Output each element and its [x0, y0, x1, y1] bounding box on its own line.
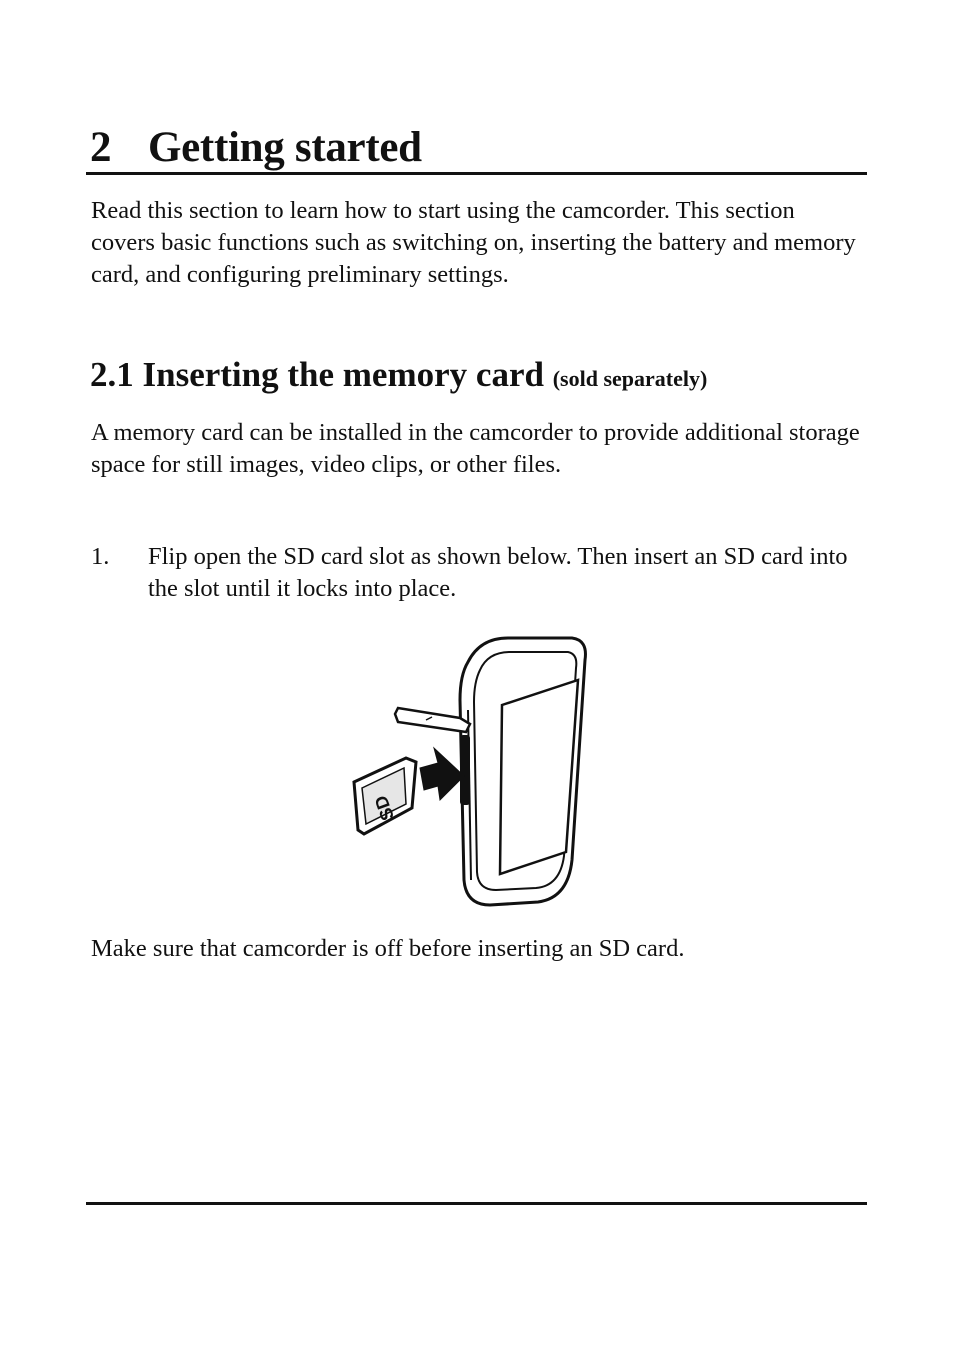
- insert-arrow-icon: [420, 748, 464, 800]
- footer-divider: [86, 1202, 867, 1205]
- sd-card-slot: [460, 735, 470, 805]
- camcorder-illustration-svg: [340, 630, 610, 915]
- chapter-title: Getting started: [148, 124, 422, 171]
- intro-paragraph: Read this section to learn how to start using the camcorder. This section covers basic functions such as switching on, inserting the battery and memory card, and configuring preliminary settings.: [91, 197, 856, 288]
- step-number: 1.: [91, 543, 110, 570]
- step-text: Flip open the SD card slot as shown below. Then insert an SD card into the slot until it locks into place.: [148, 543, 848, 602]
- slot-cover: [395, 708, 470, 732]
- section-title: 2.1 Inserting the memory card: [90, 355, 544, 394]
- sd-card-label: SD: [370, 792, 399, 824]
- steps-list: [91, 541, 861, 605]
- section-heading: [90, 352, 880, 402]
- sd-card-insertion-illustration: [340, 630, 610, 915]
- chapter-heading: [90, 122, 866, 174]
- chapter-number: 2: [90, 124, 112, 171]
- step-item: [91, 541, 861, 605]
- camcorder-screen: [500, 680, 578, 874]
- chapter-divider: [86, 172, 867, 175]
- section-body: A memory card can be installed in the camcorder to provide additional storage space for still images, video clips, or other files.: [91, 419, 860, 478]
- note-text: Make sure that camcorder is off before inserting an SD card.: [91, 935, 685, 962]
- section-note: (sold separately): [552, 366, 708, 391]
